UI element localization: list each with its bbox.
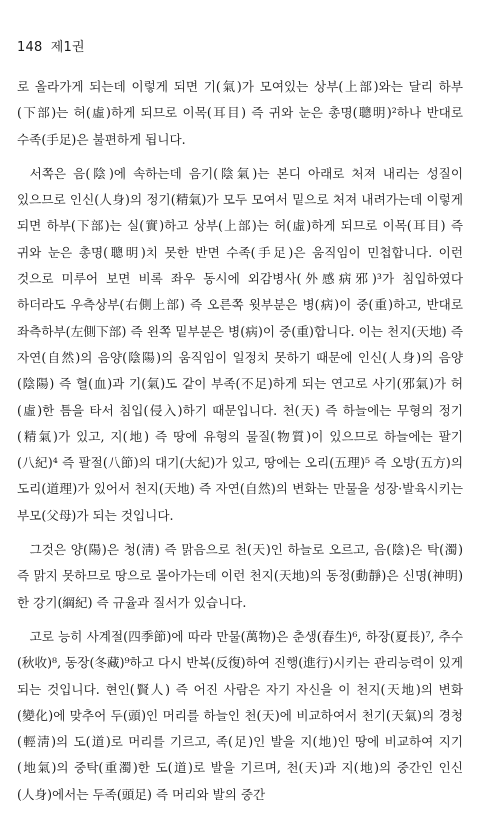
- page-number: 148: [17, 40, 43, 55]
- paragraph-1: 로 올라가게 되는데 이렇게 되면 기(氣)가 모여있는 상부(上部)와는 달리 하부(下部)는 허(虛)하게 되므로 이목(耳目) 즉 귀와 눈은 총명(聰明)²하나 반대로 수족(手足)은 불편하게 됩니다.: [17, 79, 463, 147]
- paragraph-4: 고로 능히 사계절(四季節)에 따라 만물(萬物)은 춘생(春生)⁶, 하장(夏長)⁷, 추수(秋收)⁸, 동장(冬藏)⁹하고 다시 반복(反復)하여 진행(進行)시키는 관리능력이 있게 되는 것입니다. 현인(賢人) 즉 어진 사람은 자기 자신을 이 천지(天地)의 변화(變化)에 맞추어 두(頭)인 머리를 하늘인 천(天)에 비교하여서 천기(天氣)의 경청(輕淸)의 도(道)로 머리를 기르고, 족(足)인 발을 지(地)인 땅에 비교하여 지기(地氣)의 중탁(重濁)한 도(道)로 발을 기르며, 천(天)과 지(地)의 중간인 인신(人身)에서는 두족(頭足) 즉 머리와 발의 중간: [17, 628, 463, 802]
- chapter-title: 제1권: [50, 40, 85, 55]
- running-header: [17, 36, 85, 55]
- page-body: [17, 74, 463, 816]
- paragraph-3: 그것은 양(陽)은 청(淸) 즉 맑음으로 천(天)인 하늘로 오르고, 음(陰)은 탁(濁) 즉 맑지 못하므로 땅으로 몰아가는데 이런 천지(天地)의 동정(動靜)은 신명(神明)한 강기(綱紀) 즉 규율과 질서가 있습니다.: [17, 542, 463, 610]
- paragraph-2: 서쪽은 음(陰)에 속하는데 음기(陰氣)는 본디 아래로 처져 내리는 성질이 있으므로 인신(人身)의 정기(精氣)가 모두 모여서 밑으로 처져 내려가는데 이렇게 되면 하부(下部)는 실(實)하고 상부(上部)는 허(虛)하게 되므로 이목(耳目) 즉 귀와 눈은 총명(聰明)치 못한 반면 수족(手足)은 움직임이 민첩합니다. 이런 것으로 미루어 보면 비록 좌우 동시에 외감병사(外感病邪)³가 침입하였다 하더라도 우측상부(右側上部) 즉 오른쪽 윗부분은 병(病)이 중(重)하고, 반대로 좌측하부(左側下部) 즉 왼쪽 밑부분은 병(病)이 중(重)합니다. 이는 천지(天地) 즉 자연(自然)의 음양(陰陽)의 움직임이 일정치 못하기 때문에 인신(人身)의 음양(陰陽) 즉 혈(血)과 기(氣)도 같이 부족(不足)하게 되는 연고로 사기(邪氣)가 허(虛)한 틈을 타서 침입(侵入)하기 때문입니다. 천(天) 즉 하늘에는 무형의 정기(精氣)가 있고, 지(地) 즉 땅에 유형의 물질(物質)이 있으므로 하늘에는 팔기(八紀)⁴ 즉 팔절(八節)의 대기(大紀)가 있고, 땅에는 오리(五理)⁵ 즉 오방(五方)의 도리(道理)가 있어서 천지(天地) 즉 자연(自然)의 변화는 만물을 성장·발육시키는 부모(父母)가 되는 것입니다.: [17, 165, 463, 523]
